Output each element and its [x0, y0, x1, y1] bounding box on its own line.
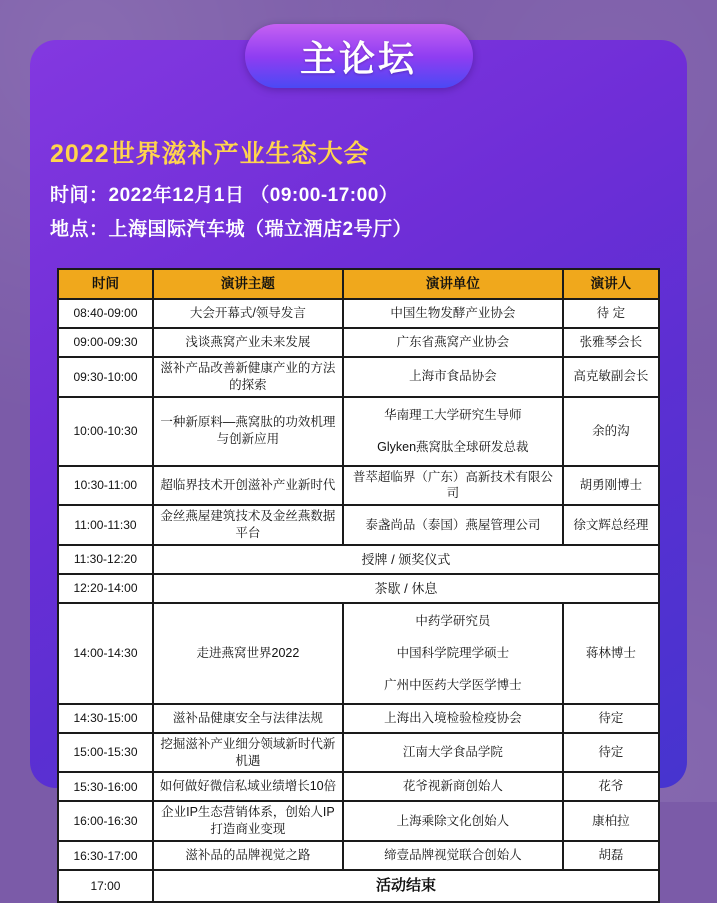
cell-org	[343, 704, 563, 733]
cell-speaker: 待定	[563, 704, 659, 733]
cell-speaker: 蒋林博士	[563, 603, 659, 704]
table-row	[58, 801, 659, 841]
cell-org	[343, 328, 563, 357]
cell-org	[343, 466, 563, 506]
cell-topic: 滋补品的品牌视觉之路	[153, 841, 343, 870]
table-row	[58, 603, 659, 704]
forum-badge	[245, 24, 473, 88]
event-location-line: 地点：上海国际汽车城（瑞立酒店2号厅）	[50, 219, 413, 240]
org-line: 普萃超临界（广东）高新技术有限公司	[352, 469, 553, 501]
cell-time: 11:30-12:20	[58, 545, 153, 574]
cell-speaker: 高克敏副会长	[563, 357, 659, 397]
org-line: 缔壹品牌视觉联合创始人	[384, 848, 522, 863]
table-row	[58, 328, 659, 357]
cell-topic: 挖掘滋补产业细分领域新时代新机遇	[153, 733, 343, 773]
org-line: 上海市食品协会	[409, 369, 497, 384]
cell-time: 17:00	[58, 870, 153, 902]
event-time-line: 时间：2022年12月1日 （09:00-17:00）	[50, 185, 399, 206]
org-line: 花爷视新商创始人	[402, 779, 503, 794]
cell-topic: 走进燕窝世界2022	[153, 603, 343, 704]
cell-time: 12:20-14:00	[58, 574, 153, 603]
table-body	[58, 299, 659, 902]
cell-org	[343, 841, 563, 870]
cell-org	[343, 772, 563, 801]
cell-speaker: 待 定	[563, 299, 659, 328]
cell-speaker: 张雅琴会长	[563, 328, 659, 357]
cell-org	[343, 603, 563, 704]
forum-badge-label: 主论坛	[299, 37, 417, 79]
cell-time: 09:30-10:00	[58, 357, 153, 397]
cell-span: 活动结束	[153, 870, 659, 902]
cell-org	[343, 733, 563, 773]
cell-time: 08:40-09:00	[58, 299, 153, 328]
org-line: 江南大学食品学院	[402, 745, 503, 760]
org-line: Glyken燕窝肽全球研发总裁	[377, 439, 529, 454]
cell-org	[343, 801, 563, 841]
table-row	[58, 733, 659, 773]
cell-speaker: 余的沟	[563, 397, 659, 466]
cell-time: 09:00-09:30	[58, 328, 153, 357]
table-row	[58, 772, 659, 801]
cell-time: 16:30-17:00	[58, 841, 153, 870]
cell-speaker: 胡磊	[563, 841, 659, 870]
cell-topic: 金丝燕屋建筑技术及金丝燕数据平台	[153, 505, 343, 545]
org-line: 广东省燕窝产业协会	[396, 335, 510, 350]
org-line: 上海出入境检验检疫协会	[384, 710, 522, 725]
org-line: 中国生物发酵产业协会	[390, 306, 516, 321]
table-row	[58, 841, 659, 870]
cell-topic: 企业IP生态营销体系，创始人IP打造商业变现	[153, 801, 343, 841]
cell-time: 15:30-16:00	[58, 772, 153, 801]
cell-time: 10:00-10:30	[58, 397, 153, 466]
org-line: 中药学研究员	[415, 614, 491, 628]
org-line: 广州中医药大学医学博士	[384, 677, 522, 692]
column-header-1: 演讲主题	[153, 269, 343, 299]
table-row	[58, 357, 659, 397]
cell-time: 14:00-14:30	[58, 603, 153, 704]
cell-time: 11:00-11:30	[58, 505, 153, 545]
table-row	[58, 505, 659, 545]
cell-org	[343, 505, 563, 545]
cell-speaker: 花爷	[563, 772, 659, 801]
cell-time: 10:30-11:00	[58, 466, 153, 506]
cell-topic: 大会开幕式/领导发言	[153, 299, 343, 328]
cell-org	[343, 299, 563, 328]
cell-time: 16:00-16:30	[58, 801, 153, 841]
table-row	[58, 466, 659, 506]
cell-span: 茶歇 / 休息	[153, 574, 659, 603]
main-panel	[30, 40, 687, 894]
org-line: 泰盏尚品（泰国）燕屋管理公司	[365, 517, 541, 532]
event-title: 2022世界滋补产业生态大会	[50, 140, 370, 168]
org-line: 上海乘除文化创始人	[396, 813, 510, 828]
table-header-row	[58, 269, 659, 299]
cell-time: 14:30-15:00	[58, 704, 153, 733]
cell-topic: 滋补品健康安全与法律法规	[153, 704, 343, 733]
cell-speaker: 康柏拉	[563, 801, 659, 841]
table-row	[58, 574, 659, 603]
cell-topic: 浅谈燕窝产业未来发展	[153, 328, 343, 357]
column-header-0: 时间	[58, 269, 153, 299]
cell-org	[343, 397, 563, 466]
table-row	[58, 397, 659, 466]
cell-topic: 如何做好微信私域业绩增长10倍	[153, 772, 343, 801]
org-line: 华南理工大学研究生导师	[384, 407, 522, 422]
cell-speaker: 胡勇刚博士	[563, 466, 659, 506]
column-header-2: 演讲单位	[343, 269, 563, 299]
schedule-table	[57, 268, 660, 903]
table-row	[58, 870, 659, 902]
table-row	[58, 299, 659, 328]
column-header-3: 演讲人	[563, 269, 659, 299]
cell-time: 15:00-15:30	[58, 733, 153, 773]
cell-topic: 一种新原料—燕窝肽的功效机理与创新应用	[153, 397, 343, 466]
schedule-table-wrap	[57, 268, 660, 903]
cell-topic: 超临界技术开创滋补产业新时代	[153, 466, 343, 506]
cell-speaker: 徐文辉总经理	[563, 505, 659, 545]
cell-topic: 滋补产品改善新健康产业的方法的探索	[153, 357, 343, 397]
cell-speaker: 待定	[563, 733, 659, 773]
cell-span: 授牌 / 颁奖仪式	[153, 545, 659, 574]
table-row	[58, 545, 659, 574]
org-line: 中国科学院理学硕士	[396, 645, 510, 660]
cell-org	[343, 357, 563, 397]
table-row	[58, 704, 659, 733]
